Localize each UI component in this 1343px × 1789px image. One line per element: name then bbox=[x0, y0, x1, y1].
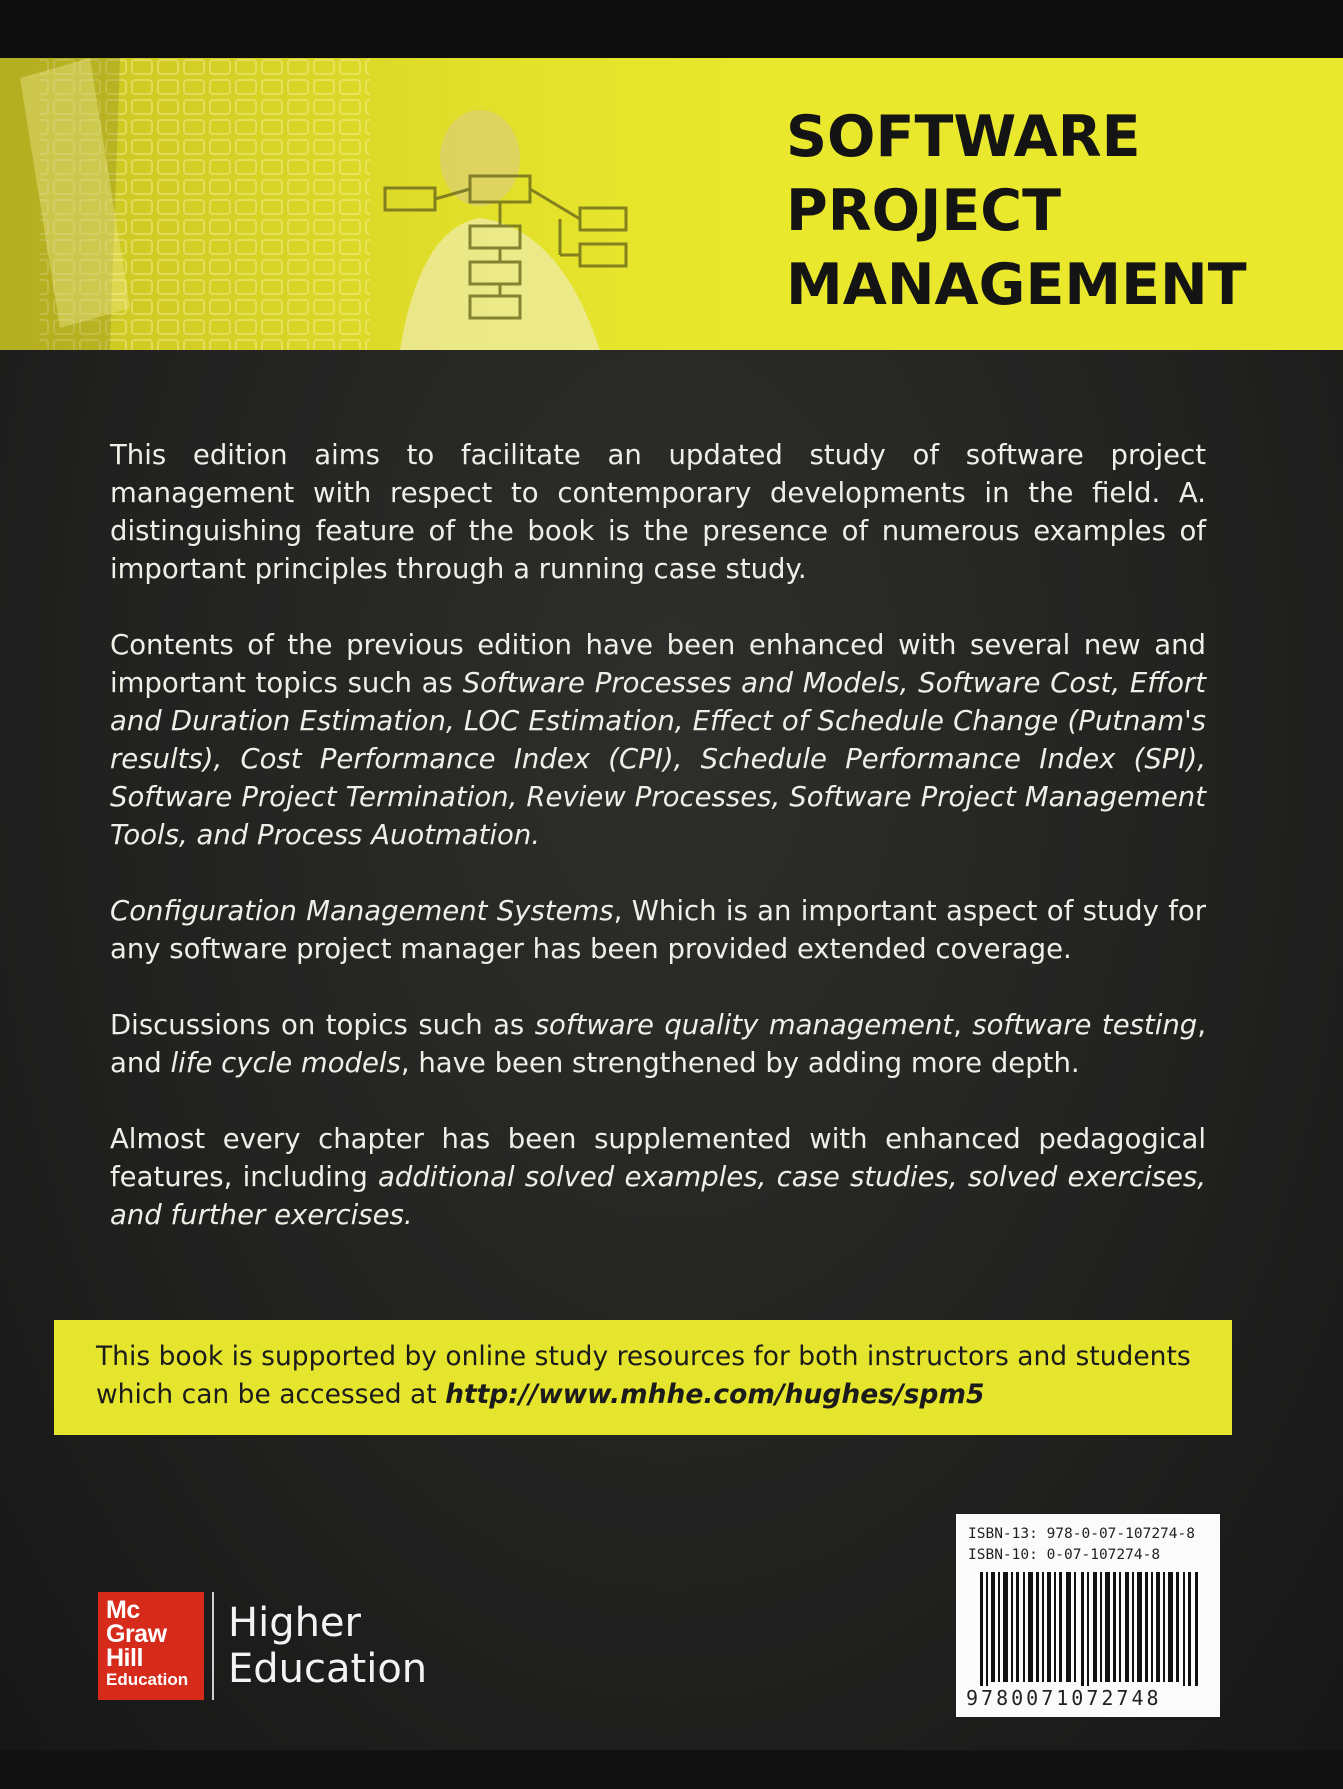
logo-line-small: Education bbox=[106, 1670, 189, 1689]
text-run-italic: additional solved examples, case studies, solved exercises, and further exercises. bbox=[110, 1161, 1206, 1231]
title-line-3: MANAGEMENT bbox=[786, 252, 1247, 318]
support-text: This book is supported by online study resources for both instructors and students which can be accessed at bbox=[96, 1341, 1191, 1410]
logo-line: Hill bbox=[106, 1644, 143, 1672]
logo-divider bbox=[212, 1592, 214, 1700]
top-edge bbox=[0, 0, 1343, 58]
description-paragraph bbox=[110, 1120, 1206, 1234]
publisher-name-line: Education bbox=[228, 1646, 428, 1692]
text-run: , have been strengthened by adding more depth. bbox=[400, 1047, 1080, 1079]
text-run: This edition aims to facilitate an updated study of software project management with respect to contemporary developments in the field. A. distinguishing feature of the book is the presence of numerous examples of important principles through a running case study. bbox=[110, 439, 1206, 585]
barcode-number: 9780071072748 bbox=[966, 1686, 1210, 1710]
online-resources-box bbox=[54, 1320, 1232, 1435]
text-run: , Which is an important aspect of study for any software project manager has been provided extended coverage. bbox=[110, 895, 1207, 965]
description-paragraph bbox=[110, 626, 1206, 854]
text-run: Discussions on topics such as bbox=[110, 1009, 535, 1041]
description bbox=[110, 436, 1206, 1272]
description-paragraph bbox=[110, 892, 1206, 968]
text-run-italic: software quality management bbox=[534, 1009, 954, 1041]
title-banner bbox=[0, 58, 1343, 350]
description-paragraph bbox=[110, 1006, 1206, 1082]
text-run: , bbox=[953, 1009, 973, 1041]
support-url[interactable]: http://www.mhhe.com/hughes/spm5 bbox=[445, 1379, 985, 1410]
text-run-italic: software testing bbox=[972, 1009, 1198, 1041]
logo-line: Mc bbox=[106, 1596, 140, 1624]
isbn-13: ISBN-13: 978-0-07-107274-8 bbox=[968, 1526, 1195, 1542]
title-line-2: PROJECT bbox=[786, 178, 1061, 244]
text-run: Almost every chapter has been supplemented with enhanced pedagogical features, including bbox=[110, 1123, 1206, 1193]
mcgraw-hill-logo bbox=[98, 1592, 204, 1700]
publisher-name-line: Higher bbox=[228, 1600, 361, 1646]
barcode-icon bbox=[980, 1572, 1200, 1692]
logo-line: Graw bbox=[106, 1620, 167, 1648]
text-run-italic: life cycle models bbox=[170, 1047, 401, 1079]
isbn-10: ISBN-10: 0-07-107274-8 bbox=[968, 1547, 1161, 1563]
isbn-barcode-label bbox=[956, 1514, 1220, 1717]
text-run-italic: Software Processes and Models, Software Cost, Effort and Duration Estimation, LOC Estimation, Effect of Schedule Change (Putnam's results), Cost Performance Index (CPI), Schedule Performance Index (SPI), Software Project Termination, Review Processes, Software Project Management Tools, and Process Auotmation. bbox=[110, 667, 1206, 851]
bottom-edge bbox=[0, 1750, 1343, 1789]
title-line-1: SOFTWARE bbox=[786, 104, 1141, 170]
description-paragraph bbox=[110, 436, 1206, 588]
publisher-name bbox=[228, 1600, 427, 1692]
book-title bbox=[786, 100, 1247, 322]
text-run-italic: Configuration Management Systems bbox=[110, 895, 614, 927]
text-run: Contents of the previous edition have been enhanced with several new and important topics such as bbox=[110, 629, 1206, 699]
banner-illustration bbox=[0, 58, 770, 350]
text-run: , and bbox=[110, 1009, 1207, 1079]
